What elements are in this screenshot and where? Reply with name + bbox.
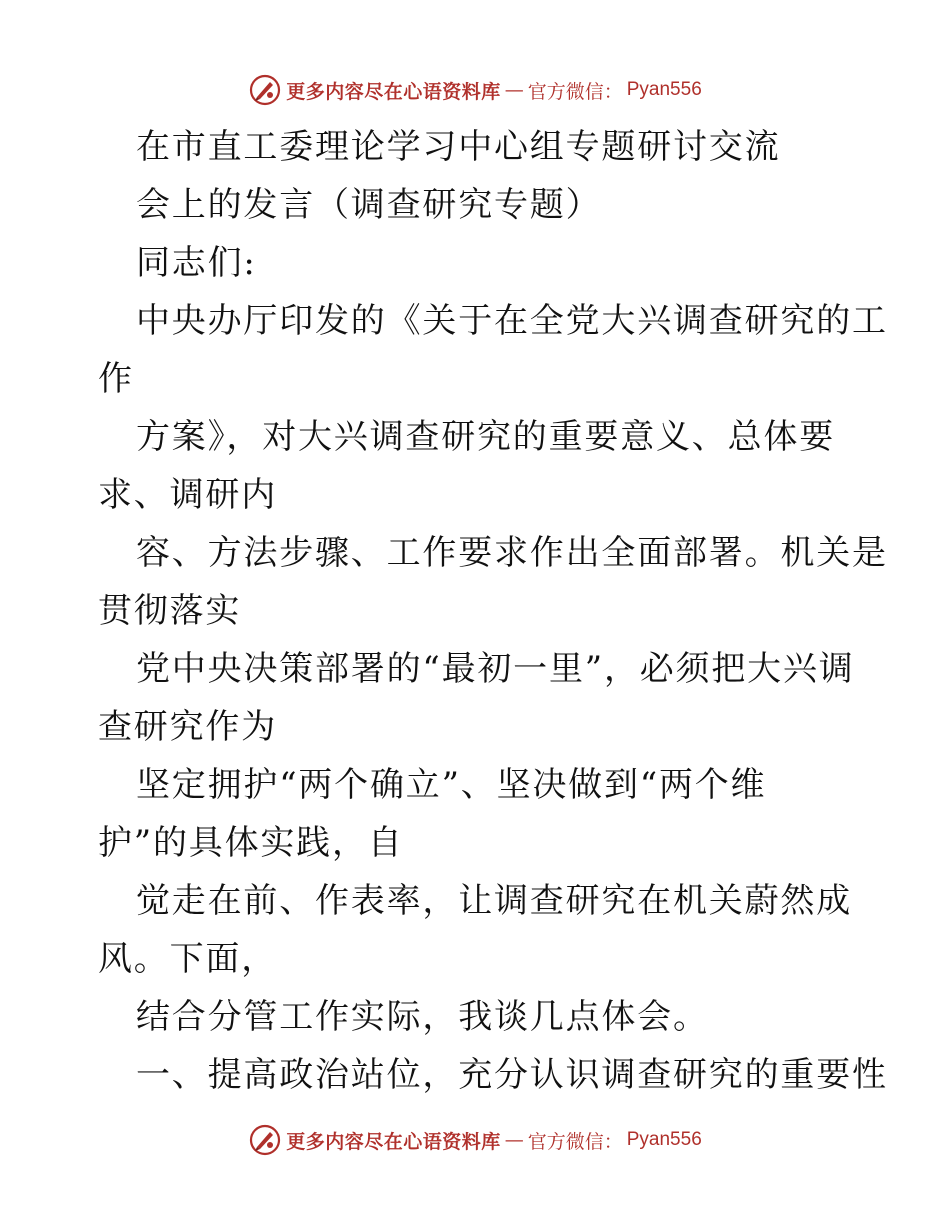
text-line: 容、方法步骤、工作要求作出全面部署。机关是 [136,533,888,573]
text-line: 会上的发言（调查研究专题） [136,185,602,225]
text-line: 贯彻落实 [98,591,242,631]
header-watermark [0,70,950,110]
text-line: 同志们: [136,243,257,283]
watermark-label: 官方微信： [527,1130,623,1153]
text-line: 坚定拥护“两个确立”、坚决做到“两个维 [136,765,767,805]
watermark-id: Pyan556 [626,79,702,100]
text-line: 中央办厅印发的《关于在全党大兴调查研究的工 [136,301,888,341]
pen-logo-icon [248,1123,282,1157]
text-line: 一、提高政治站位，充分认识调查研究的重要性 [136,1055,888,1095]
text-line: 作 [98,359,134,399]
document-body [98,118,888,1104]
text-line: 风。下面， [98,939,277,979]
footer-watermark [0,1120,950,1160]
watermark-label: 官方微信： [527,80,623,103]
watermark-dash: — [504,1129,524,1151]
text-line: 护”的具体实践，自 [98,823,404,863]
text-line: 方案》，对大兴调查研究的重要意义、总体要 [136,417,835,457]
watermark-id: Pyan556 [626,1129,702,1150]
text-line: 结合分管工作实际，我谈几点体会。 [136,997,709,1037]
watermark-dash: — [504,79,524,101]
text-line: 党中央决策部署的“最初一里”，必须把大兴调 [136,649,855,689]
text-line: 觉走在前、作表率，让调查研究在机关蔚然成 [136,881,852,921]
watermark-text: 更多内容尽在心语资料库 [286,1130,501,1153]
text-line: 求、调研内 [98,475,277,515]
watermark-text: 更多内容尽在心语资料库 [286,80,501,103]
pen-logo-icon [248,73,282,107]
text-line: 在市直工委理论学习中心组专题研讨交流 [136,127,781,167]
text-line: 查研究作为 [98,707,277,747]
